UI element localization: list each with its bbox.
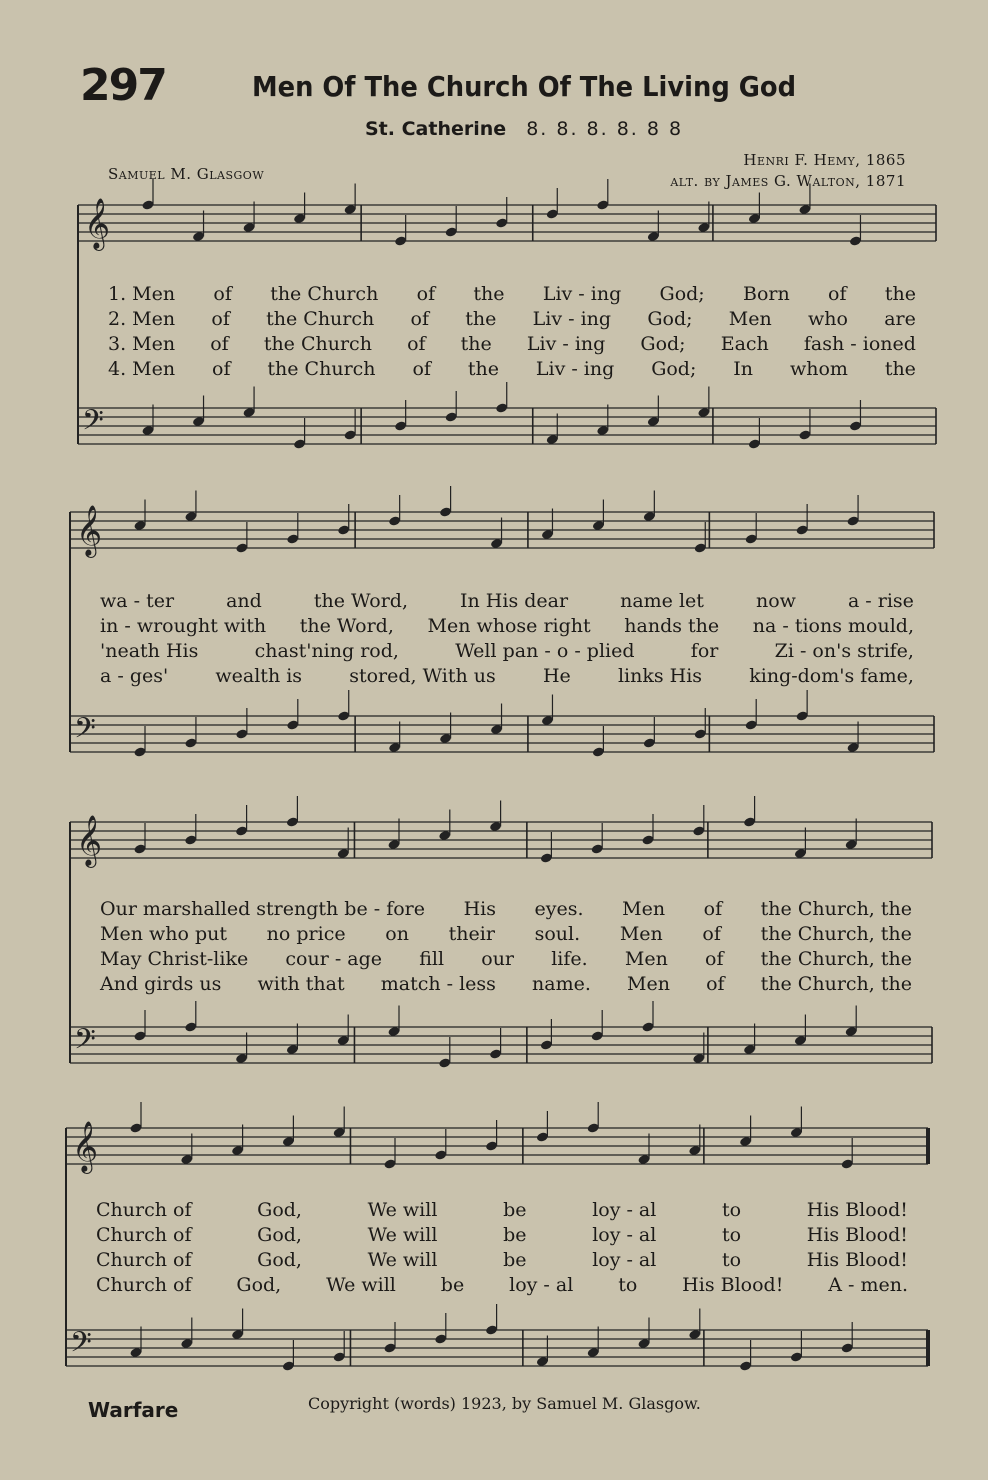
hymn-title: Men Of The Church Of The Living God <box>252 70 797 103</box>
lyric-word: with that <box>257 973 345 995</box>
lyric-word: on <box>385 923 409 945</box>
lyric-word: to <box>722 1249 742 1271</box>
lyric-word: now <box>755 590 796 612</box>
lyric-line <box>96 1199 908 1221</box>
lyric-line <box>108 308 916 330</box>
bass-clef-icon: 𝄢 <box>70 1326 92 1366</box>
lyric-word: Church of <box>96 1249 192 1271</box>
lyric-word: We will <box>367 1199 438 1221</box>
lyric-word: Liv - ing <box>535 358 615 380</box>
lyric-word: loy - al <box>592 1199 657 1221</box>
arranger-credit: alt. by James G. Walton, 1871 <box>670 172 906 190</box>
lyric-word: In His dear <box>460 590 569 612</box>
lyric-line <box>100 615 914 637</box>
lyric-word: a - ges' <box>100 665 169 687</box>
copyright-notice: Copyright (words) 1923, by Samuel M. Glasgow. <box>308 1394 701 1413</box>
treble-clef-icon: 𝄞 <box>76 505 103 556</box>
lyric-word: stored, With us <box>349 665 496 687</box>
lyric-word: the Church, the <box>760 898 912 920</box>
lyric-word: of <box>706 973 725 995</box>
lyric-word: We will <box>367 1249 438 1271</box>
lyric-line <box>100 898 912 920</box>
lyric-word: Liv - ing <box>542 283 622 305</box>
lyric-word: whom <box>789 358 848 380</box>
lyric-word: His Blood! <box>806 1224 908 1246</box>
lyric-word: of <box>213 283 232 305</box>
lyric-word: God; <box>651 358 697 380</box>
lyric-word: be <box>503 1224 527 1246</box>
lyric-word: the <box>884 358 916 380</box>
lyric-word: are <box>884 308 916 330</box>
lyric-word: 3. Men <box>108 333 176 355</box>
lyric-word: the Church, the <box>760 973 912 995</box>
bass-clef-icon: 𝄢 <box>74 712 96 752</box>
lyric-word: Men <box>622 898 666 920</box>
lyric-line <box>100 590 914 612</box>
lyric-word: in - wrought with <box>100 615 267 637</box>
lyric-word: the Church <box>263 333 372 355</box>
lyric-word: to <box>722 1199 742 1221</box>
lyric-word: of <box>407 333 426 355</box>
lyric-word: the Church, the <box>760 948 912 970</box>
lyric-word: of <box>416 283 436 305</box>
lyric-line <box>108 283 916 305</box>
lyric-word: Our marshalled strength be - fore <box>100 898 426 920</box>
lyric-word: God, <box>257 1199 302 1221</box>
lyric-word: Men <box>624 948 668 970</box>
lyric-line <box>108 333 916 355</box>
lyric-word: Born <box>743 283 790 305</box>
lyric-word: of <box>212 358 231 380</box>
treble-clef-icon: 𝄞 <box>84 198 111 249</box>
lyric-word: the <box>467 358 499 380</box>
lyric-word: loy - al <box>592 1249 657 1271</box>
tune-name: St. Catherine <box>365 118 507 140</box>
author-credit: Samuel M. Glasgow <box>108 165 265 183</box>
lyric-word: Each <box>720 333 769 355</box>
lyric-line <box>100 640 914 662</box>
lyric-word: Liv - ing <box>532 308 612 330</box>
lyric-word: of <box>211 308 230 330</box>
lyric-word: the Church <box>270 283 379 305</box>
lyric-word: God, <box>257 1224 302 1246</box>
lyric-word: His <box>463 898 496 920</box>
lyric-word: God, <box>257 1249 302 1271</box>
lyric-word: His Blood! <box>682 1274 784 1296</box>
lyric-line <box>100 973 912 995</box>
lyric-word: Well pan - o - plied <box>455 640 635 662</box>
lyric-word: name let <box>620 590 704 612</box>
lyric-word: God, <box>236 1274 282 1296</box>
lyric-word: God; <box>659 283 705 305</box>
lyric-word: their <box>448 923 495 945</box>
composer-credit: Henri F. Hemy, 1865 <box>743 151 906 169</box>
lyric-word: 1. Men <box>108 283 176 305</box>
lyric-word: no price <box>266 923 346 945</box>
lyric-line <box>96 1274 908 1296</box>
lyric-word: be <box>503 1249 527 1271</box>
lyric-line <box>100 923 912 945</box>
lyric-word: May Christ-like <box>100 948 249 970</box>
lyric-word: na - tions mould, <box>752 615 914 637</box>
lyric-word: hands the <box>624 615 720 637</box>
lyric-word: God; <box>647 308 693 330</box>
lyric-word: chast'ning rod, <box>254 640 399 662</box>
lyric-word: Church of <box>96 1274 192 1296</box>
lyric-word: of <box>705 948 724 970</box>
lyric-word: the Church, the <box>760 923 912 945</box>
lyric-word: of <box>703 898 723 920</box>
lyric-word: 2. Men <box>108 308 176 330</box>
lyric-word: and <box>226 590 262 612</box>
treble-clef-icon: 𝄞 <box>76 815 103 866</box>
lyric-word: who <box>808 308 848 330</box>
lyric-word: wealth is <box>215 665 303 687</box>
lyric-word: to <box>722 1224 742 1246</box>
lyric-word: to <box>618 1274 638 1296</box>
lyric-word: the Church <box>266 308 375 330</box>
hymn-number: 297 <box>80 60 166 111</box>
lyric-line <box>100 948 912 970</box>
lyric-word: In <box>733 358 754 380</box>
lyric-word: Zi - on's strife, <box>774 640 914 662</box>
lyric-word: And girds us <box>100 973 222 995</box>
lyric-word: Men whose right <box>427 615 591 637</box>
lyric-word: the <box>460 333 492 355</box>
lyric-word: 'neath His <box>100 640 199 662</box>
lyric-word: Church of <box>96 1224 192 1246</box>
lyric-line <box>96 1249 908 1271</box>
lyric-word: life. <box>551 948 588 970</box>
lyric-word: His Blood! <box>806 1249 908 1271</box>
meter: 8. 8. 8. 8. 8 8 <box>526 118 684 140</box>
lyric-word: A - men. <box>828 1274 908 1296</box>
lyric-word: a - rise <box>847 590 914 612</box>
lyric-word: Men <box>619 923 663 945</box>
lyric-word: We will <box>367 1224 438 1246</box>
lyric-word: the Church <box>267 358 376 380</box>
lyric-word: of <box>410 308 430 330</box>
lyric-word: Men <box>728 308 772 330</box>
lyric-word: be <box>503 1199 527 1221</box>
lyric-word: the <box>473 283 505 305</box>
lyric-word: Men <box>627 973 670 995</box>
lyric-word: He <box>542 665 571 687</box>
lyric-word: be <box>440 1274 465 1296</box>
lyric-line <box>96 1224 908 1246</box>
lyric-word: wa - ter <box>100 590 175 612</box>
lyric-word: We will <box>326 1274 396 1296</box>
lyric-word: fash - ioned <box>803 333 916 355</box>
bass-clef-icon: 𝄢 <box>74 1023 96 1063</box>
section-label: Warfare <box>88 1398 179 1422</box>
treble-clef-icon: 𝄞 <box>72 1121 99 1172</box>
lyric-word: the <box>465 308 497 330</box>
bass-clef-icon: 𝄢 <box>82 404 104 444</box>
lyric-word: eyes. <box>534 898 584 920</box>
lyric-word: for <box>690 640 719 662</box>
lyric-word: Liv - ing <box>526 333 606 355</box>
lyric-word: of <box>210 333 229 355</box>
lyric-word: our <box>481 948 515 970</box>
lyric-word: Church of <box>96 1199 192 1221</box>
lyric-word: fill <box>419 948 445 970</box>
lyric-word: loy - al <box>509 1274 574 1296</box>
lyric-word: Men who put <box>100 923 227 945</box>
lyric-word: loy - al <box>592 1224 657 1246</box>
lyric-word: the <box>884 283 916 305</box>
lyric-word: God; <box>640 333 686 355</box>
lyric-word: the Word, <box>313 590 408 612</box>
lyric-word: 4. Men <box>108 358 176 380</box>
lyric-word: king-dom's fame, <box>749 665 914 687</box>
lyric-word: name. <box>532 973 591 995</box>
lyric-word: of <box>702 923 721 945</box>
lyric-word: match - less <box>380 973 496 995</box>
lyric-line <box>108 358 916 380</box>
lyric-word: links His <box>617 665 703 687</box>
lyric-word: His Blood! <box>806 1199 908 1221</box>
lyric-word: of <box>828 283 847 305</box>
lyric-word: the Word, <box>299 615 394 637</box>
lyric-word: cour - age <box>285 948 383 970</box>
lyric-word: soul. <box>534 923 581 945</box>
lyric-word: of <box>412 358 431 380</box>
lyric-line <box>100 665 914 687</box>
